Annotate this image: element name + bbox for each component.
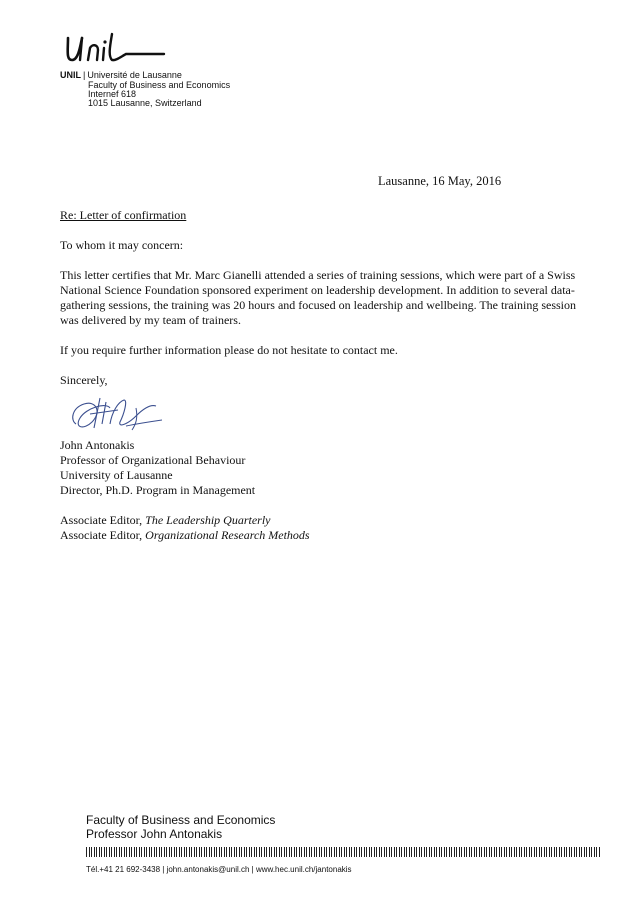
footer-contact: Tél.+41 21 692-3438 | john.antonakis@unil.ch | www.hec.unil.ch/jantonakis bbox=[86, 865, 352, 874]
footer-barcode-divider bbox=[86, 847, 601, 857]
editorship-2-prefix: Associate Editor, bbox=[60, 528, 146, 542]
footer-professor: Professor John Antonakis bbox=[86, 827, 223, 841]
signer-block bbox=[60, 438, 590, 498]
letterhead-building: Internef 618 bbox=[88, 89, 137, 99]
editorship-1 bbox=[60, 513, 590, 528]
letterhead-unil: UNIL bbox=[60, 70, 81, 80]
letterhead-university: UNIL | Université de Lausanne bbox=[60, 70, 182, 80]
letterhead-faculty: Faculty of Business and Economics bbox=[88, 80, 231, 90]
editorship-1-prefix: Associate Editor, bbox=[60, 513, 146, 527]
letterhead bbox=[60, 30, 280, 110]
editorship-1-journal: The Leadership Quarterly bbox=[145, 513, 271, 527]
signer-name: John Antonakis bbox=[60, 438, 135, 452]
letter-salutation: To whom it may concern: bbox=[60, 238, 184, 252]
letter-paragraph-1: This letter certifies that Mr. Marc Gianelli attended a series of training sessions, which were part of a Swiss National Science Foundation sponsored experiment on leadership development. In addition to several data-gathering sessions, the training was 20 hours and focused on leadership and wellbeing. The training session was delivered by my team of trainers. bbox=[60, 268, 577, 327]
footer-faculty: Faculty of Business and Economics bbox=[86, 813, 276, 827]
signer-institution: University of Lausanne bbox=[60, 468, 173, 482]
letterhead-university-name: Université de Lausanne bbox=[87, 70, 182, 80]
signer-role: Director, Ph.D. Program in Management bbox=[60, 483, 256, 497]
letter-subject: Re: Letter of confirmation bbox=[60, 208, 187, 222]
letterhead-address: 1015 Lausanne, Switzerland bbox=[88, 98, 202, 108]
signature-image bbox=[66, 394, 186, 436]
signer-title: Professor of Organizational Behaviour bbox=[60, 453, 246, 467]
letter-closing: Sincerely, bbox=[60, 373, 108, 387]
letter-footer bbox=[86, 813, 606, 874]
editorship-2 bbox=[60, 528, 590, 543]
unil-logo-icon bbox=[60, 30, 180, 70]
editorship-2-journal: Organizational Research Methods bbox=[145, 528, 310, 542]
editorships bbox=[60, 513, 590, 543]
letter-body bbox=[60, 208, 590, 543]
letter-date: Lausanne, 16 May, 2016 bbox=[378, 174, 502, 188]
letter-paragraph-2: If you require further information please do not hesitate to contact me. bbox=[60, 343, 398, 357]
